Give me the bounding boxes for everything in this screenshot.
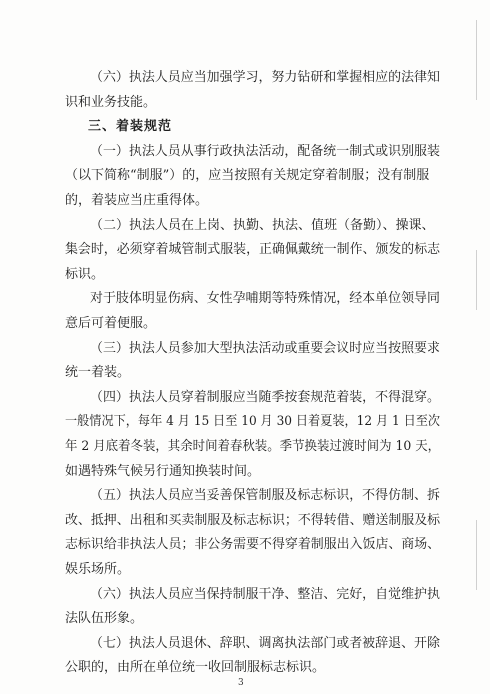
text-line xyxy=(0,68,490,88)
text-line-content: 的，着装应当庄重得体。 xyxy=(65,193,209,208)
text-line xyxy=(0,166,490,186)
text-line-content: 公职的，由所在单位统一收回制服标志标识。 xyxy=(65,660,326,676)
text-line-content: （三）执法人员参加大型执法活动或重要会议时应当按照要求 xyxy=(90,340,440,356)
text-line xyxy=(0,412,490,432)
text-line-content: （二）执法人员在上岗、执勤、执法、值班（备勤）、操课、 xyxy=(90,217,435,233)
text-line xyxy=(0,240,490,260)
text-line-content: 集会时，必须穿着城管制式服装，正确佩戴统一制作、颁发的标志 xyxy=(65,242,441,258)
text-line-content: 志标识给非执法人员；非公务需要不得穿着制服出入饭店、商场、 xyxy=(65,537,441,553)
text-line-content: 意后可着便服。 xyxy=(65,316,157,331)
scan-edge-mark xyxy=(476,20,477,100)
text-line-content: （七）执法人员退休、辞职、调离执法部门或者被辞退、开除 xyxy=(90,635,440,651)
text-line xyxy=(0,634,490,654)
text-line-content: 标识。 xyxy=(65,266,105,282)
text-line-content: 改、抵押、出租和买卖制服及标志标识；不得转借、赠送制服及标 xyxy=(65,512,441,528)
text-line xyxy=(0,216,490,236)
text-line-content: （四）执法人员穿着制服应当随季按套规范着装，不得混穿。 xyxy=(90,389,440,405)
text-line-content: （六）执法人员应当保持制服干净、整洁、完好，自觉维护执 xyxy=(90,586,440,602)
text-line xyxy=(0,585,490,605)
text-line xyxy=(0,142,490,162)
text-line xyxy=(0,535,490,555)
text-line-content: 对于肢体明显伤病、女性孕哺期等特殊情况，经本单位领导同 xyxy=(90,291,440,307)
text-line xyxy=(0,339,490,359)
text-line xyxy=(0,191,490,211)
text-line-content: （五）执法人员应当妥善保管制服及标志标识，不得仿制、拆 xyxy=(90,488,440,504)
text-line xyxy=(0,93,490,113)
text-line xyxy=(0,609,490,629)
page-number: 3 xyxy=(238,678,244,688)
text-line-content: （以下简称“制服”）的，应当按照有关规定穿着制服；没有制服 xyxy=(65,168,430,184)
section-heading-text: 三、着装规范 xyxy=(88,119,173,135)
text-line-content: （一）执法人员从事行政执法活动，配备统一制式或识别服装 xyxy=(90,143,440,159)
text-line xyxy=(0,486,490,506)
text-line xyxy=(0,314,490,334)
text-line-content: 识和业务技能。 xyxy=(65,94,157,110)
text-line xyxy=(0,265,490,285)
text-line-content: 一般情况下，每年 4 月 15 日至 10 月 30 日着夏装，12 月 1 日至次 xyxy=(65,414,441,430)
text-line-content: 娱乐场所。 xyxy=(65,562,131,577)
text-line xyxy=(0,289,490,309)
text-line-content: 年 2 月底着冬装，其余时间着春秋装。季节换装过渡时间为 10 天， xyxy=(65,439,441,454)
text-line xyxy=(0,462,490,482)
text-line xyxy=(0,560,490,580)
text-line-content: （六）执法人员应当加强学习，努力钻研和掌握相应的法律知 xyxy=(90,70,440,85)
text-line xyxy=(0,511,490,531)
text-line xyxy=(0,437,490,457)
text-line-content: 统一着装。 xyxy=(65,365,131,381)
text-line-content: 如遇特殊气候另行通知换装时间。 xyxy=(65,463,261,479)
text-line xyxy=(0,658,490,678)
section-heading xyxy=(0,117,490,137)
text-line xyxy=(0,388,490,408)
text-line-content: 法队伍形象。 xyxy=(65,611,144,627)
text-line xyxy=(0,363,490,383)
